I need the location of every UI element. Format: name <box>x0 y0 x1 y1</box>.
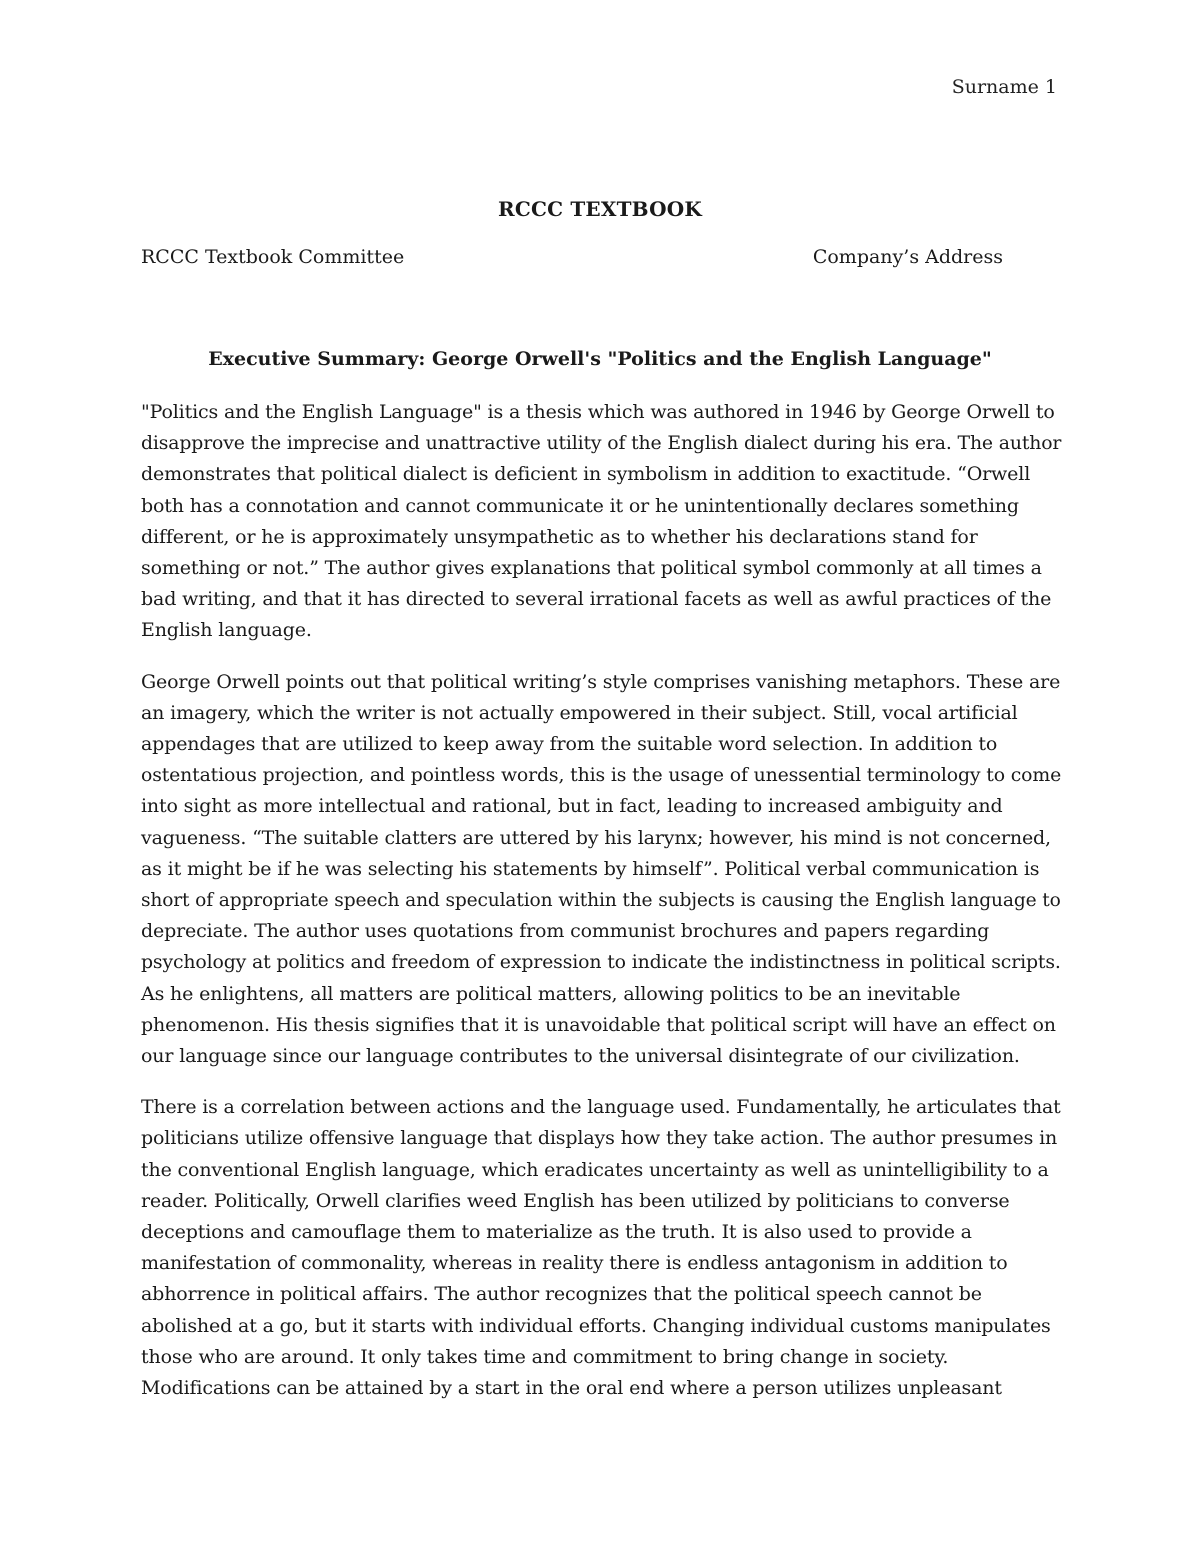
paragraph-line: ostentatious projection, and pointless words, this is the usage of unessential terminology to come <box>141 764 1062 787</box>
body-text <box>141 397 1061 1424</box>
paragraph-line: appendages that are utilized to keep away from the suitable word selection. In addition to <box>141 733 998 756</box>
paragraph-line: English language. <box>141 619 312 642</box>
paragraph-line: different, or he is approximately unsympathetic as to whether his declarations stand for <box>141 525 978 548</box>
paragraph-line: into sight as more intellectual and rational, but in fact, leading to increased ambiguity and <box>141 795 1003 818</box>
paragraph-line: depreciate. The author uses quotations from communist brochures and papers regarding <box>141 920 990 943</box>
paragraph-line: reader. Politically, Orwell clarifies weed English has been utilized by politicians to converse <box>141 1189 1010 1212</box>
paragraph <box>141 397 1061 647</box>
paragraph-line: the conventional English language, which eradicates uncertainty as well as unintelligibility to a <box>141 1158 1049 1181</box>
paragraph-line: vagueness. “The suitable clatters are uttered by his larynx; however, his mind is not concerned, <box>141 826 1051 849</box>
paragraph-line: both has a connotation and cannot communicate it or he unintentionally declares something <box>141 494 1019 517</box>
summary-heading: Executive Summary: George Orwell's "Politics and the English Language" <box>208 348 992 370</box>
paragraph-line: phenomenon. His thesis signifies that it is unavoidable that political script will have an effect on <box>141 1013 1056 1036</box>
paragraph-line: our language since our language contributes to the universal disintegrate of our civilization. <box>141 1045 1020 1068</box>
paragraph-line: an imagery, which the writer is not actually empowered in their subject. Still, vocal artificial <box>141 701 1018 724</box>
paragraph <box>141 667 1061 1073</box>
paragraph-line: as it might be if he was selecting his statements by himself”. Political verbal communication is <box>141 857 1040 880</box>
paragraph-line: Modifications can be attained by a start in the oral end where a person utilizes unpleasant <box>141 1377 1002 1400</box>
paragraph-line: something or not.” The author gives explanations that political symbol commonly at all times a <box>141 557 1042 580</box>
paragraph <box>141 1092 1061 1404</box>
committee-name: RCCC Textbook Committee <box>141 246 405 268</box>
paragraph-line: manifestation of commonality, whereas in reality there is endless antagonism in addition to <box>141 1252 1008 1275</box>
paragraph-line: short of appropriate speech and speculation within the subjects is causing the English language to <box>141 889 1061 912</box>
paragraph-line: abolished at a go, but it starts with individual efforts. Changing individual customs manipulates <box>141 1314 1051 1337</box>
paragraph-line: psychology at politics and freedom of expression to indicate the indistinctness in political scripts. <box>141 951 1061 974</box>
paragraph-line: bad writing, and that it has directed to several irrational facets as well as awful practices of the <box>141 588 1052 611</box>
running-head: Surname 1 <box>951 76 1057 98</box>
paragraph-line: abhorrence in political affairs. The author recognizes that the political speech cannot be <box>141 1283 982 1306</box>
paragraph-line: George Orwell points out that political writing’s style comprises vanishing metaphors. These are <box>141 670 1061 693</box>
paragraph-line: disapprove the imprecise and unattractive utility of the English dialect during his era. The author <box>141 432 1062 455</box>
paragraph-line: As he enlightens, all matters are political matters, allowing politics to be an inevitable <box>141 982 961 1005</box>
paragraph-line: There is a correlation between actions and the language used. Fundamentally, he articulates that <box>141 1096 1061 1119</box>
paragraph-line: those who are around. It only takes time and commitment to bring change in society. <box>141 1345 949 1368</box>
paragraph-line: demonstrates that political dialect is deficient in symbolism in addition to exactitude. “Orwell <box>141 463 1031 486</box>
paragraph-line: deceptions and camouflage them to materialize as the truth. It is also used to provide a <box>141 1221 972 1244</box>
meta-row <box>141 244 1003 270</box>
company-address: Company’s Address <box>812 246 1003 268</box>
paragraph-line: politicians utilize offensive language that displays how they take action. The author presumes in <box>141 1127 1058 1150</box>
document-title: RCCC TEXTBOOK <box>498 197 702 221</box>
paragraph-line: "Politics and the English Language" is a thesis which was authored in 1946 by George Orwell to <box>141 401 1055 423</box>
